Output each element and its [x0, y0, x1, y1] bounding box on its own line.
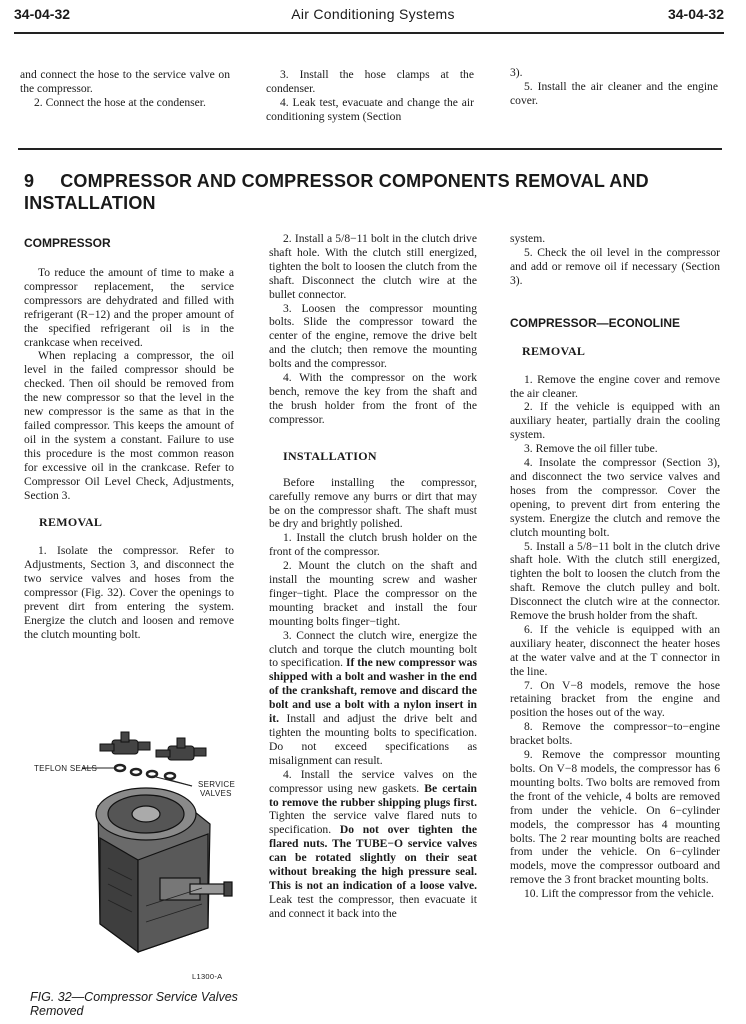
text-run: 3. Connect the clutch wire, energize the clutch and torque the clutch mounting bolt to specification.	[269, 628, 477, 670]
paragraph: system.	[510, 232, 546, 245]
paragraph	[269, 629, 477, 768]
paragraph: 5. Install a 5/8−11 bolt in the clutch drive shaft hole. With the clutch still energized, tighten the bolt to loosen the clutch from the shaft. Remove the clutch pulley and bolt. Disconnect the clutch wire at the connector. Remove the brush holder from the shaft.	[510, 539, 720, 623]
paragraph: 2. Mount the clutch on the shaft and install the mounting screw and washer finger−tight. Place the compressor on the mounting bracket and install the four mounting bolts finger−tight.	[269, 559, 477, 628]
paragraph: 4. With the compressor on the work bench, remove the key from the shaft and the brush holder from the front of the compressor.	[269, 371, 477, 426]
removal-heading: REMOVAL	[39, 515, 103, 530]
paragraph: 4. Insolate the compressor (Section 3), and disconnect the two service valves and hoses from the compressor. Cover the opening, to prevent dirt from entering the system. Energize the clutch and remove the clutch mounting bolt.	[510, 456, 720, 539]
header-rule	[14, 32, 724, 34]
paragraph: 8. Remove the compressor−to−engine bracket bolts.	[510, 720, 720, 748]
label-teflon-seals: TEFLON SEALS	[34, 764, 98, 773]
section-title	[24, 170, 704, 214]
page-header	[0, 0, 746, 32]
paragraph: 3).	[510, 66, 523, 79]
paragraph: 7. On V−8 models, remove the hose retaining bracket from the engine and position the hoses out of the way.	[510, 678, 720, 720]
running-title: Air Conditioning Systems	[291, 6, 455, 22]
paragraph: Before installing the compressor, carefully remove any burrs or dirt that may be on the compressor shaft. The shaft must be dry and brightly polished.	[269, 475, 477, 531]
paragraph: 3. Remove the oil filler tube.	[524, 442, 658, 456]
top-column-3	[510, 66, 718, 108]
top-column-1	[20, 68, 230, 110]
text-run: 4. Install the service valves on the compressor using new gaskets.	[269, 767, 477, 795]
section-heading: COMPRESSOR AND COMPRESSOR COMPONENTS REMOVAL AND INSTALLATION	[24, 171, 649, 213]
paragraph: When replacing a compressor, the oil level in the failed compressor should be checked. Then oil should be removed from the new compressor so that the level in the new compressor is the same as that in the failed compressor. This keeps the amount of oil in the system a constant. Failure to use this procedure is the most common reason for excessive oil in the crankcase. Refer to Compressor Oil Level Check, Adjustments, Section 3.	[24, 349, 234, 502]
paragraph: 2. Install a 5/8−11 bolt in the clutch drive shaft hole. With the clutch still energized, tighten the bolt to loosen the clutch from the shaft. Disconnect the clutch wire at the bullet connector.	[269, 232, 477, 301]
paragraph: 10. Lift the compressor from the vehicle.	[524, 887, 714, 901]
label-service: SERVICE	[198, 780, 236, 789]
column-1	[24, 236, 234, 642]
warning-text: Do not over tighten the flared nuts. The TUBE−O service valves can be rotated slightly on their seat without breaking the high pressure seal. This is not an indication of a loose valve.	[269, 823, 477, 892]
column-2	[269, 232, 477, 921]
figure-code: L1300-A	[192, 972, 223, 981]
column-3	[510, 232, 720, 901]
text-run: Tighten the service valve flared nuts to specification.	[269, 809, 477, 837]
text-run: Leak test the compressor, then evacuate it and connect it back into the	[269, 892, 477, 920]
paragraph: 5. Check the oil level in the compressor and add or remove oil if necessary (Section 3).	[510, 245, 720, 287]
econoline-removal-heading: REMOVAL	[522, 343, 586, 358]
paragraph: 5. Install the air cleaner and the engine cover.	[510, 79, 718, 107]
paragraph: 3. Install the hose clamps at the condenser.	[266, 68, 474, 95]
text-run: Install and adjust the drive belt and tighten the mounting bolts to specification. Do not exceed specifications as misalignment can result.	[269, 712, 477, 767]
paragraph: 3. Loosen the compressor mounting bolts. Slide the compressor toward the center of the engine, remove the drive belt and the clutch; then remove the mounting bolts and the compressor.	[269, 301, 477, 371]
page-number-left: 34-04-32	[14, 6, 71, 22]
compressor-heading: COMPRESSOR	[24, 236, 111, 250]
paragraph: 1. Isolate the compressor. Refer to Adjustments, Section 3, and disconnect the two service valves and hoses from the compressor (Fig. 32). Cover the openings to prevent dirt from entering the system. Energize the clutch and loosen and remove the clutch mounting bolt.	[24, 544, 234, 641]
econoline-heading: COMPRESSOR—ECONOLINE	[510, 315, 681, 330]
section-rule	[18, 148, 722, 150]
warning-text: Be certain to remove the rubber shipping plugs first.	[269, 781, 477, 809]
figure-caption: FIG. 32—Compressor Service Valves Removed	[30, 990, 238, 1018]
figure-compressor-service-valves	[20, 728, 250, 998]
paragraph	[269, 768, 477, 921]
paragraph: To reduce the amount of time to make a compressor replacement, the service compressors are dehydrated and filled with refrigerant (R−12) and the proper amount of the specified refrigerant oil is in the crankcase when received.	[24, 266, 234, 349]
top-column-2	[266, 68, 474, 124]
section-number: 9	[24, 171, 35, 191]
warning-text: If the new compressor was shipped with a bolt and washer in the end of the crankshaft, remove and discard the bolt and use a bolt with a nylon insert in it.	[269, 656, 477, 726]
paragraph: 2. Connect the hose at the condenser.	[34, 95, 206, 109]
label-valves: VALVES	[200, 789, 232, 798]
paragraph: 9. Remove the compressor mounting bolts. On V−8 models, the compressor has 6 mounting bolts. Two bolts are removed from the front of the vehicle, 4 bolts are removed from under the vehicle. On 6−cylinder models, the compressor has 4 mounting bolts. The 2 rear mounting bolts are reached from under the vehicle. On 6−cylinder models, move the compressor outboard and remove the 3 front bracket mounting bolts.	[510, 748, 720, 887]
paragraph: 1. Remove the engine cover and remove the air cleaner.	[510, 372, 720, 400]
installation-heading: INSTALLATION	[283, 448, 377, 463]
paragraph: 4. Leak test, evacuate and change the air conditioning system (Section	[266, 95, 474, 123]
paragraph: 6. If the vehicle is equipped with an auxiliary heater, disconnect the heater hoses at the water valve and at the T connector in the line.	[510, 622, 720, 678]
paragraph: and connect the hose to the service valve on the compressor.	[20, 68, 230, 95]
page-number-right: 34-04-32	[667, 6, 724, 22]
paragraph: 1. Install the clutch brush holder on the front of the compressor.	[269, 531, 477, 559]
paragraph: 2. If the vehicle is equipped with an auxiliary heater, partially drain the cooling system.	[510, 400, 720, 442]
